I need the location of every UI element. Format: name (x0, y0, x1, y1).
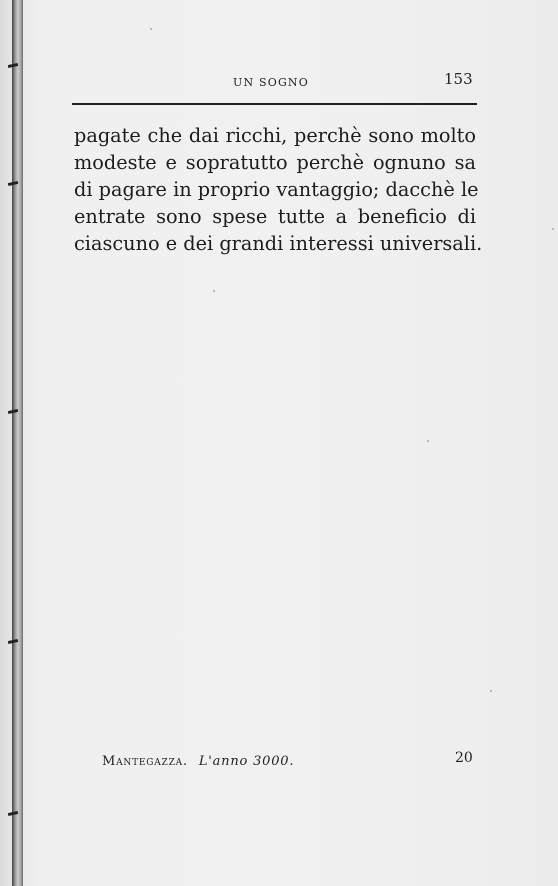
text-line: di pagare in proprio vantaggio; dacchè le (74, 178, 479, 201)
text-line: pagate che dai ricchi, perchè sono molto (74, 124, 476, 147)
running-head: UN SOGNO (233, 76, 309, 89)
paper-speck (490, 690, 492, 692)
body-text (74, 122, 483, 257)
paper-speck (427, 440, 429, 442)
paper-speck (552, 228, 554, 230)
text-line: entrate sono spese tutte a beneficio di (74, 205, 476, 228)
paper-speck (213, 290, 215, 292)
signature-number: 20 (455, 750, 473, 766)
footer-signature (102, 754, 294, 769)
header-rule (72, 103, 477, 105)
page-number: 153 (444, 70, 473, 88)
book-binding (12, 0, 23, 886)
text-line: ciascuno e dei grandi interessi universali. (74, 232, 483, 255)
text-line: modeste e sopratutto perchè ognuno sa (74, 151, 476, 174)
author-name: Mantegazza. (102, 754, 188, 769)
book-title: L'anno 3000. (198, 754, 295, 769)
paper-speck (150, 28, 152, 30)
page-edge (0, 0, 12, 886)
